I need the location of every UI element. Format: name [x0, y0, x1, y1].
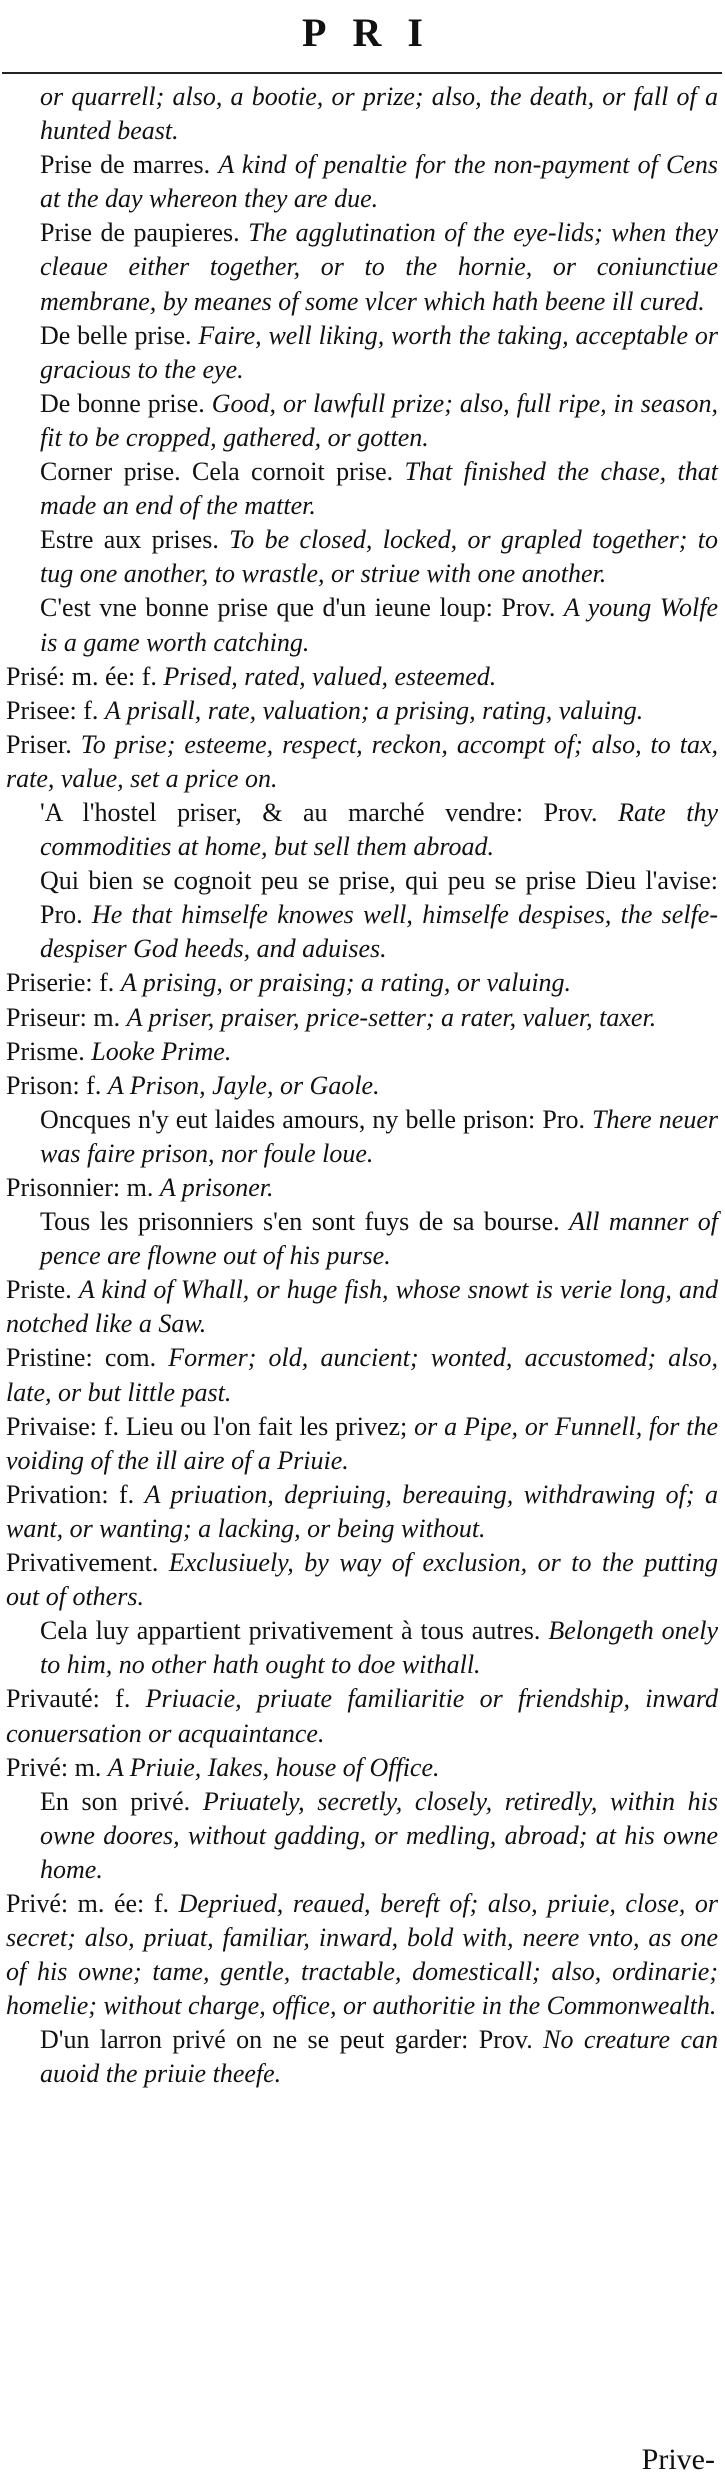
entry-headword: Pristine: com. [6, 1343, 169, 1373]
dictionary-entry [6, 2023, 718, 2091]
dictionary-entry [6, 1785, 718, 1887]
dictionary-entry [6, 387, 718, 455]
entry-headword: Prisonnier: m. [6, 1173, 160, 1202]
entry-gloss: Belongeth onely to him, no other hath ought to doe withall. [40, 1616, 718, 1680]
catchword: Prive- [641, 2443, 715, 2476]
entry-headword: Estre aux prises. [40, 525, 230, 555]
dictionary-entry [6, 728, 718, 796]
entry-headword: De bonne prise. [40, 388, 212, 418]
entry-headword: Qui bien se cognoit peu se prise, qui peu se prise Dieu l'avise: Pro. [40, 866, 718, 930]
dictionary-entry [6, 148, 718, 216]
header-rule [2, 72, 722, 74]
entry-headword: En son privé. [40, 1786, 203, 1816]
dictionary-entry [6, 1478, 718, 1546]
entry-gloss: A young Wolfe is a game worth catching. [40, 593, 718, 657]
entry-gloss: That finished the chase, that made an end of the matter. [40, 457, 718, 521]
entry-gloss: A prising, or praising; a rating, or valuing. [120, 968, 572, 998]
entry-headword: Privation: f. [6, 1479, 145, 1509]
entry-gloss: A priser, praiser, price-setter; a rater, valuer, taxer. [126, 1002, 657, 1032]
entry-gloss: A kind of penaltie for the non-payment of Cens at the day whereon they are due. [40, 150, 719, 214]
entry-headword: De belle prise. [40, 320, 199, 350]
entry-headword: 'A l'hostel priser, & au marché vendre: Prov. [40, 797, 619, 827]
entry-gloss: A priuation, depriuing, bereauing, withdrawing of; a want, or wanting; a lacking, or being without. [6, 1479, 718, 1543]
entry-gloss: Faire, well liking, worth the taking, acceptable or gracious to the eye. [40, 320, 719, 384]
entry-gloss: Exclusiuely, by way of exclusion, or to the putting out of others. [6, 1548, 718, 1612]
entry-headword: Privativement. [6, 1548, 169, 1578]
dictionary-entry [6, 591, 718, 659]
dictionary-entry [6, 1614, 718, 1682]
entry-gloss: Former; old, auncient; wonted, accustomed; also, late, or but little past. [6, 1343, 718, 1407]
entry-headword: D'un larron privé on ne se peut garder: Prov. [40, 2025, 544, 2055]
entry-gloss: or a Pipe, or Funnell, for the voiding of the ill aire of a Priuie. [6, 1411, 718, 1475]
dictionary-entry [6, 1341, 718, 1409]
entry-headword: Priseur: m. [6, 1002, 127, 1032]
entry-headword: Privauté: f. [6, 1684, 146, 1714]
entry-gloss: A Prison, Jayle, or Gaole. [107, 1070, 380, 1100]
dictionary-entry [6, 1273, 718, 1341]
dictionary-entry [6, 864, 718, 966]
entry-headword: Prison: f. [6, 1070, 108, 1100]
dictionary-entry [6, 216, 718, 318]
dictionary-entry [6, 1410, 718, 1478]
dictionary-entry [6, 1035, 718, 1069]
entry-gloss: A prisoner. [159, 1173, 274, 1202]
dictionary-entry [6, 1171, 718, 1205]
entry-headword: C'est vne bonne prise que d'un ieune loup: Prov. [40, 593, 564, 623]
dictionary-entry [6, 966, 718, 1000]
dictionary-entry [6, 694, 718, 728]
entry-gloss: A kind of Whall, or huge fish, whose snowt is verie long, and notched like a Saw. [6, 1275, 718, 1339]
entry-gloss: or quarrell; also, a bootie, or prize; also, the death, or fall of a hunted beast. [40, 82, 718, 146]
entry-gloss: To be closed, locked, or grapled together; to tug one another, to wrastle, or striue with one another. [40, 525, 719, 589]
dictionary-entry [6, 660, 718, 694]
dictionary-entry [6, 1205, 718, 1273]
entry-headword: Prise de marres. [40, 150, 219, 180]
entry-headword: Cela luy appartient privativement à tous autres. [40, 1616, 549, 1646]
entry-gloss: A Priuie, Iakes, house of Office. [107, 1752, 440, 1782]
entry-headword: Tous les prisonniers s'en sont fuys de sa bourse. [40, 1207, 570, 1237]
entry-headword: Privaise: f. Lieu ou l'on fait les privez; [6, 1411, 415, 1441]
entry-gloss: Rate thy commodities at home, but sell them abroad. [40, 797, 718, 862]
dictionary-entry [6, 319, 718, 387]
dictionary-entry [6, 1887, 718, 2023]
entry-headword: Priserie: f. [6, 968, 121, 998]
entry-headword: Oncques n'y eut laides amours, ny belle prison: Pro. [40, 1104, 593, 1134]
dictionary-entry [6, 796, 718, 864]
dictionary-entry [6, 1103, 718, 1171]
entry-headword: Privé: m. ée: f. [6, 1888, 179, 1918]
entry-headword: Prise de paupieres. [40, 218, 249, 248]
dictionary-entry [6, 1069, 718, 1103]
dictionary-entry [6, 1682, 718, 1750]
entry-headword: Prisé: m. ée: f. [6, 661, 164, 691]
dictionary-entry [6, 1751, 718, 1785]
entry-gloss: Prised, rated, valued, esteemed. [163, 661, 497, 691]
entry-gloss: A prisall, rate, valuation; a prising, rating, valuing. [104, 695, 644, 725]
entry-gloss: Good, or lawfull prize; also, full ripe, in season, fit to be cropped, gathered, or gotten. [40, 388, 719, 452]
entry-headword: Priser. [6, 729, 81, 759]
entry-gloss: Looke Prime. [91, 1036, 232, 1066]
entry-gloss: The agglutination of the eye-lids; when they cleaue either together, or to the hornie, or coniunctiue membrane, by meanes of some vlcer which hath beene ill cured. [40, 218, 718, 316]
entry-headword: Prisee: f. [6, 695, 105, 725]
entry-gloss: Depriued, reaued, bereft of; also, priuie, close, or secret; also, priuat, familiar, inward, bold with, neere vnto, as one of his owne; tame, gentle, tractable, domesticall; also, ordinarie; homelie; without charge, office, or authoritie in the Commonwealth. [6, 1888, 719, 2021]
entry-headword: Prisme. [6, 1036, 92, 1066]
dictionary-entry [6, 1546, 718, 1614]
dictionary-entry [6, 80, 718, 148]
entry-gloss: Priuacie, priuate familiaritie or friendship, inward conuersation or acquaintance. [6, 1684, 719, 1748]
entry-gloss: All manner of pence are flowne out of his purse. [40, 1207, 718, 1271]
entry-headword: Priste. [6, 1275, 79, 1305]
entry-headword: Corner prise. Cela cornoit prise. [40, 457, 405, 487]
entry-gloss: There neuer was faire prison, nor foule loue. [40, 1104, 718, 1168]
dictionary-entry [6, 1001, 718, 1035]
entry-gloss: Priuately, secretly, closely, retiredly, within his owne doores, without gadding, or medling, abroad; at his owne home. [40, 1786, 719, 1884]
dictionary-entry [6, 455, 718, 523]
entry-gloss: He that himselfe knowes well, himselfe despises, the selfe-despiser God heeds, and aduises. [40, 900, 718, 964]
entry-headword: Privé: m. [6, 1752, 108, 1782]
entries-column [6, 80, 718, 2425]
entry-gloss: To prise; esteeme, respect, reckon, accompt of; also, to tax, rate, value, set a price on. [6, 729, 718, 793]
entry-gloss: No creature can auoid the priuie theefe. [40, 2025, 718, 2089]
running-head: PRI [302, 10, 449, 55]
dictionary-entry [6, 523, 718, 591]
